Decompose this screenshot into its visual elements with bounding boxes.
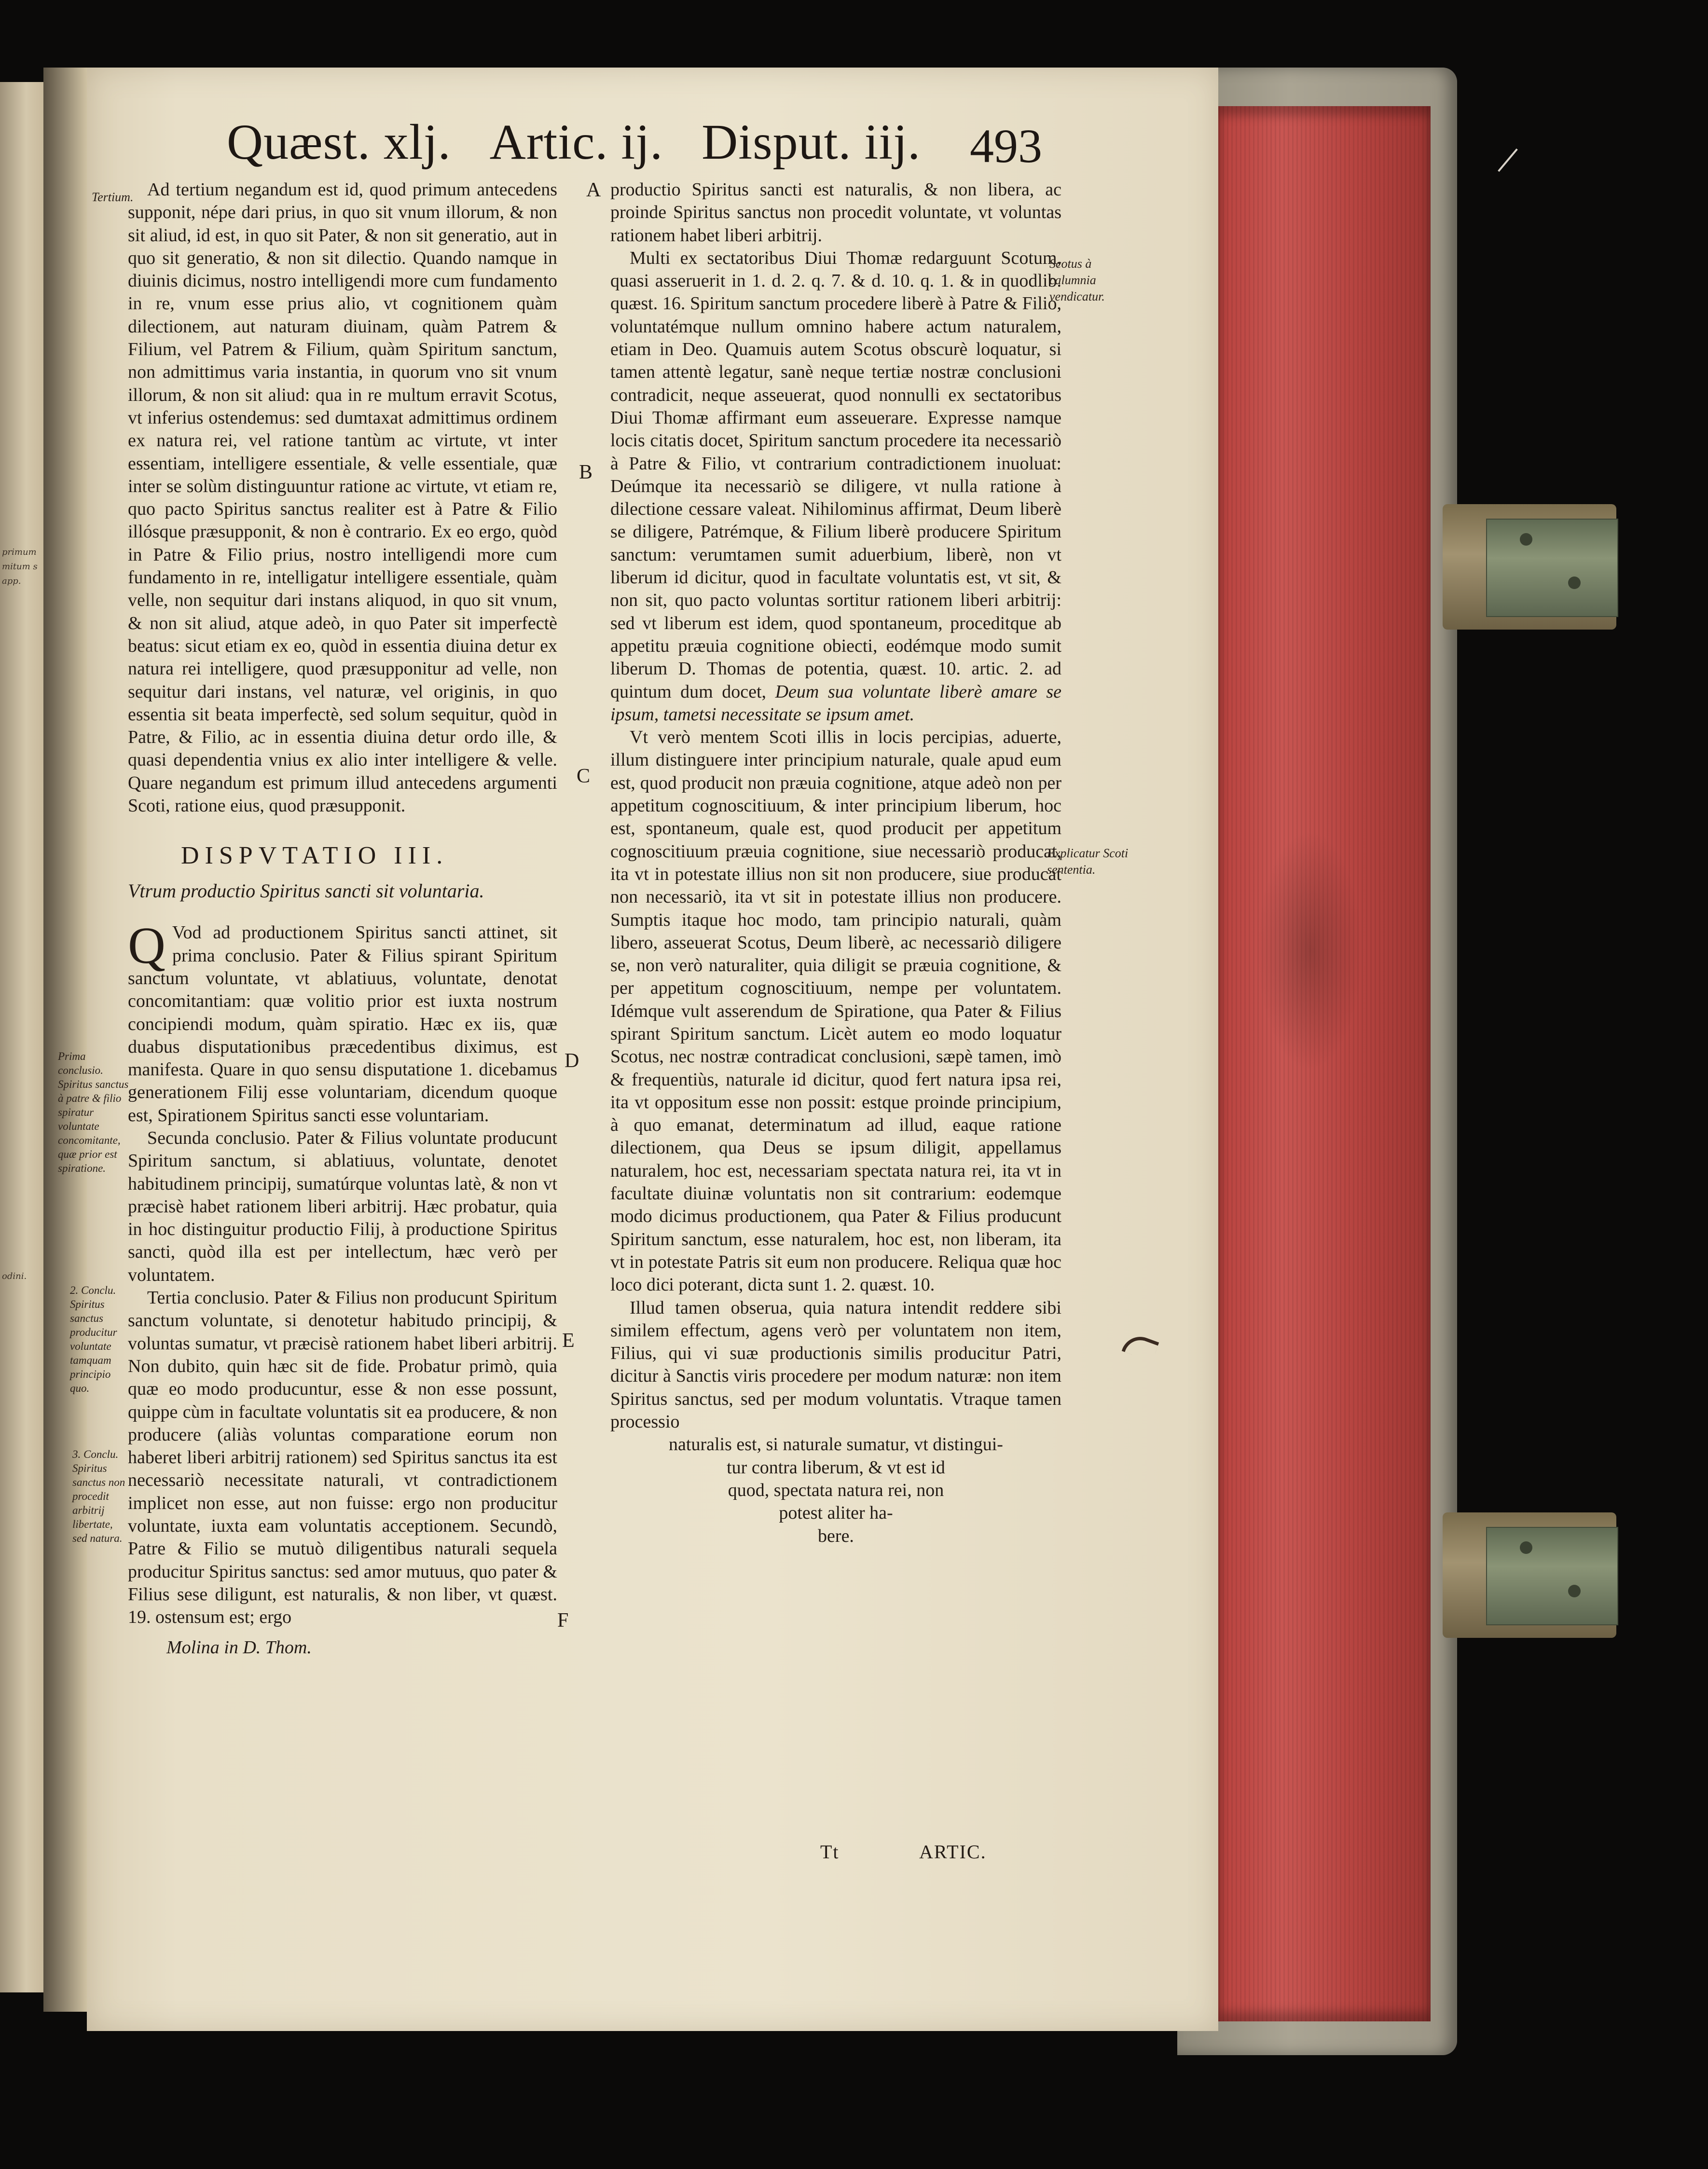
- tail-line: tur contra liberum, & vt est id: [727, 1457, 945, 1478]
- margin-note: Scotus à calumnia vendicatur.: [1049, 257, 1105, 303]
- right-column: [610, 178, 1061, 1548]
- dropcap: Q: [128, 917, 165, 975]
- margin-note: Explicatur Scoti sententia.: [1047, 846, 1129, 877]
- tail-line: quod, spectata natura rei, non: [728, 1480, 944, 1500]
- edge-stain: [1257, 830, 1363, 1071]
- margin-note: Prima conclusio. Spiritus sanctus à patre & filio spiratur voluntate concomitante, quæ prior est spiratione.: [58, 1050, 129, 1174]
- red-fore-edge: [1218, 106, 1431, 2021]
- clasp-metal: [1486, 519, 1618, 617]
- clasp-pin: [1520, 533, 1532, 546]
- disputatio-title: DISPVTATIO III.: [181, 842, 449, 870]
- clasp-pin: [1568, 1585, 1581, 1597]
- paragraph-with-dropcap: [128, 917, 557, 1127]
- margin-note: 2. Conclu. Spiritus sanctus producitur voluntate tamquam principio quo.: [70, 1284, 117, 1394]
- page-number: 493: [970, 119, 1042, 173]
- signature-mark: Tt: [820, 1841, 840, 1863]
- paragraph-text: Vod ad productionem Spiritus sancti attinet, sit prima conclusio. Pater & Filius spirant Spiritum sanctum voluntate, vt ablatiuus, voluntate, denotat concomitantiam: quæ volitio prior est iuxta nostrum concipiendi modum, quàm spiratio. Hæc ex iis, quæ duabus disputationibus præcedentibus diximus, est manifesta. Quare in quo sensu disputatione 1. dicebamus generationem Filij esse voluntariam, dicendum quoque est, Spirationem Spiritus sancti esse voluntariam.: [128, 922, 557, 1126]
- left-column: [128, 178, 557, 1658]
- paragraph: Illud tamen obserua, quia natura intendit reddere sibi similem effectum, agens verò per voluntatem non item, Filius, qui vi suæ productionis similis producitur Patri, dicitur à Sanctis viris procedere per modum naturæ: non item Spiritus sanctus, sed per modum voluntatis. Vtraque tamen processio: [610, 1297, 1061, 1432]
- section-letter: E: [562, 1330, 575, 1352]
- section-letter: B: [579, 461, 593, 483]
- facing-page-margin-note-2: odini.: [2, 1271, 27, 1281]
- section-letter: C: [577, 765, 591, 787]
- paragraph: productio Spiritus sancti est naturalis, & non libera, ac proinde Spiritus sanctus non procedit voluntate, vt voluntas rationem habet liberi arbitrij.: [610, 179, 1061, 246]
- facing-page-edge: [0, 82, 43, 1992]
- catchword: ARTIC.: [919, 1841, 987, 1863]
- paragraph: Secunda conclusio. Pater & Filius voluntate producunt Spiritum sanctum, si ablatiuus, voluntate, denotet habitudinem principij, sumatúrque voluntas latè, & non vt præcisè habet rationem liberi arbitrij. Hæc probatur, quia in hoc distinguitur productio Filij, à productione Spiritus sancti, quòd illa est per intellectum, hæc verò per voluntatem.: [128, 1127, 557, 1285]
- pencil-mark: [1498, 149, 1518, 172]
- tapered-ending: [610, 1433, 1061, 1547]
- paragraph: Vt verò mentem Scoti illis in locis percipias, aduerte, illum distinguere inter principium naturale, quale apud eum est, quod producit non præuia cognitione, atque adeò non per appetitum cognoscitiuum, & inter principium liberum, hoc est, spontaneum, quale est, quod producit per appetitum cognoscitiuum præuia cognitione, siue necessariò producat, ita vt in potestate illius non sit non producere, siue producat non necessariò, ita vt sit in potestate illius non producere. Sumptis itaque hoc modo, tam principio naturali, quàm libero, asseuerat Scotus, Deum liberè, ac necessariò diligere se, non verò naturaliter, quia diligit se præuia cognitione, & per appetitum cognoscitiuum, nempe per voluntatem. Idémque vult asserendum de Spiratione, qua Pater & Filius spirant Spiritum sanctum. Licèt autem eo modo loquatur Scotus, nec nostræ contradicat conclusioni, sæpè tamen, imò & frequentiùs, naturale id dicitur, quod fert natura ipsa rei, ita vt oppositum esse non possit: estque proinde principium, à quo emanat, determinatum ad illud, eaque ratione dilectionem, qua Deus se ipsum diligit, appellamus naturalem, hoc est, necessariam spectata natura rei, ita vt in facultate diuinæ voluntatis non sit contrarium: eodemque modo dicimus productionem, qua Pater & Filius producunt Spiritum sanctum, esse naturalem, hoc est, non liberam, ita vt in potestate Patris sit eum non producere. Reliqua quæ hoc loco dici poterant, dicta sunt 1. 2. quæst. 10.: [610, 727, 1061, 1295]
- quotation-italic: Deum sua voluntate liberè amare se ipsum, tametsi necessitate se ipsum amet.: [610, 681, 1062, 725]
- clasp-metal: [1486, 1527, 1618, 1625]
- margin-note: 3. Conclu. Spiritus sanctus non procedit arbitrij libertate, sed natura.: [72, 1448, 125, 1544]
- tail-line: bere.: [818, 1525, 854, 1546]
- clasp-pin: [1520, 1541, 1532, 1554]
- section-letter: F: [557, 1609, 569, 1632]
- paragraph: Ad tertium negandum est id, quod primum antecedens supponit, népe dari prius, in quo sit vnum illorum, & non sit aliud, id est, in quo sit Pater, & non sit generatio, aut in quo sit generatio, & non sit dilectio. Quando namque in diuinis dicimus, nostro intelligendi more cum fundamento in re, vnum esse prius alio, vt cognitionem quàm dilectionem, aut naturam diuinam, quàm Patrem & Filium, vel Patrem & Filium, quàm Spiritum sanctum, non admittimus varia instantia, in quorum vno sit vnum illorum, & non sit aliud: qua in re multum erravit Scotus, vt inferius ostendemus: sed dumtaxat admittimus ordinem ex natura rei, vel ratione tantùm ac virtute, vt inter essentiam, intelligere essentiale, & velle essentiale, quæ inter se solùm distinguuntur ratione ac virtute, vt etiam re, quo pacto Spiritus sanctus realiter est à Patre & Filio illósque præsupponit, & non è contrario. Ex eo ergo, quòd in Patre & Filio prius, nostro intelligendi more cum fundamento in re, intelligatur intelligere essentiale, quàm velle, non sequitur dari instans aliquod, in quo sit vnum, & non sit aliud, atque adeò, in quo Pater sit imperfectè beatus: sicut etiam ex eo, quòd in essentia diuina detur ex natura rei intelligere, quod præsupponitur ad velle, non sequitur dari instans, vel naturæ, vel originis, in quo essentia sit beata imperfectè, sed solum sequitur, quòd in Patre, & Filio, ac in essentia diuina detur ordo ille, & quasi dependentia vnius ex alio inter intelligere & velle. Quare negandum est primum illud antecedens argumenti Scoti, ratione eius, quod præsupponit.: [128, 179, 557, 816]
- signature-line: Molina in D. Thom.: [166, 1637, 312, 1658]
- header-articulus: Artic. ij.: [489, 114, 663, 170]
- book-gutter: [43, 68, 87, 2012]
- header-disputatio: Disput. iij.: [702, 114, 921, 170]
- tail-line: potest aliter ha-: [779, 1503, 893, 1524]
- facing-page-margin-note: primum mitum s app.: [2, 547, 38, 586]
- running-header: [227, 113, 959, 171]
- paragraph: [610, 247, 1061, 726]
- disputatio-subtitle: Vtrum productio Spiritus sancti sit voluntaria.: [128, 880, 484, 902]
- paragraph: Tertia conclusio. Pater & Filius non producunt Spiritum sanctum voluntate, si denotetur habitudo principij, & voluntas sumatur, vt præcisè rationem habet liberi arbitrij. Non dubito, quin hæc sit de fide. Probatur primò, quia quæ eo modo producuntur, esse & non esse possunt, quippe cùm in facultate voluntatis sit ea producere, & non producere (aliàs voluntas comparatione eorum non haberet liberi arbitrij rationem) sed Spiritus sanctus ita est necessariò necessitate naturali, vt contradictionem implicet non esse, aut non fuisse: ergo non producitur voluntate, iuxta eam voluntatis acceptionem. Secundò, Patre & Filio se mutuò diligentibus naturali sequela producitur Spiritus sanctus: sed amor mutuus, quo pater & Filius sese diligunt, est naturalis, & non liber, vt quæst. 19. ostensum est; ergo: [128, 1288, 557, 1628]
- paragraph-text: Multi ex sectatoribus Diui Thomæ redarguunt Scotum, quasi asseruerit in 1. d. 2. q. 7. & d. 10. q. 1. & in quodlib. quæst. 16. Spiritum sanctum procedere liberè à Patre & Filio, voluntatémque nullum omnino habere actum naturalem, etiam in Deo. Quamuis autem Scotus obscurè loquatur, si tamen attentè legatur, sanè neque tertiæ nostræ conclusioni contradicit, neque asseuerat, quod nonnulli ex sectatoribus Diui Thomæ affirmant eum asseuerare. Expresse namque locis citatis docet, Spiritum sanctum procedere ita necessariò à Patre & Filio, vt contrarium contradictionem inuoluat: Deúmque ita necessariò se diligere, vt nulla ratione à dilectione cessare valeat. Nihilominus affirmat, Deum liberè se diligere, Patrémque, & Filium liberè producere Spiritum sanctum: verumtamen sumit aduerbium, liberè, non vt liberum id dicitur, quod in facultate voluntatis est, vt sit, & non sit, quo pacto voluntas sortitur rationem liberi arbitrij: sed vt liberum est idem, quod spontaneum, proceditque ab appetitu præuia cognitione obiecti, eodémque modo sumit liberum D. Thomas de potentia, quæst. 10. artic. 2. ad quintum dum docet,: [610, 247, 1061, 702]
- clasp-pin: [1568, 577, 1581, 589]
- section-letter: A: [586, 179, 601, 201]
- tail-line: naturalis est, si naturale sumatur, vt distingui-: [669, 1434, 1003, 1455]
- header-quaestio: Quæst. xlj.: [227, 114, 451, 170]
- section-letter: D: [565, 1050, 579, 1072]
- margin-note: Tertium.: [92, 190, 134, 204]
